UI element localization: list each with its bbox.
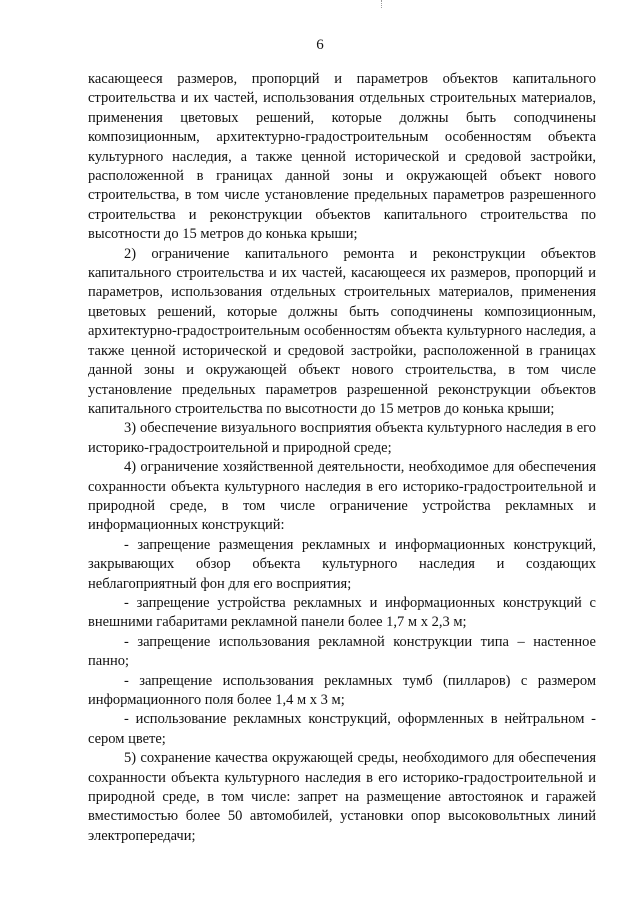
page-number: 6 xyxy=(316,37,324,53)
document-body xyxy=(88,70,596,846)
paragraph-item-5: 5) сохранение качества окружающей среды, необходимого для обеспечения сохранности объекта культурного наследия в его историко-градостроительной и природной среде, в том числе: запрет на размещение автостоянок и гаражей вместимостью более 50 автомобилей, установки опор высоковольтных линий электропередачи; xyxy=(88,750,596,844)
paragraph-subitem-4: - запрещение использования рекламных тумб (пилларов) с размером информационного поля более 1,4 м х 3 м; xyxy=(88,672,596,708)
paragraph-subitem-2: - запрещение устройства рекламных и информационных конструкций с внешними габаритами рекламной панели более 1,7 м х 2,3 м; xyxy=(88,594,596,631)
paragraph-item-3: 3) обеспечение визуального восприятия объекта культурного наследия в его историко-градостроительной и природной среде; xyxy=(88,420,596,456)
paragraph-subitem-5: - использование рекламных конструкций, оформленных в нейтральном - сером цвете; xyxy=(88,711,596,747)
paragraph-item-4: 4) ограничение хозяйственной деятельности, необходимое для обеспечения сохранности объекта культурного наследия в его историко-градостроительной и природной среде, в том числе ограничение устройства рекламных и информационных конструкций: xyxy=(88,459,596,534)
paragraph-subitem-3: - запрещение использования рекламной конструкции типа – настенное панно; xyxy=(88,633,596,670)
scan-artifact xyxy=(381,0,383,8)
paragraph-subitem-1: - запрещение размещения рекламных и информационных конструкций, закрывающих обзор объекта культурного наследия и создающих неблагоприятный фон для его восприятия; xyxy=(88,536,596,592)
paragraph-item-2: 2) ограничение капитального ремонта и реконструкции объектов капитального строительства и их частей, касающееся их размеров, пропорций и параметров, использования отдельных строительных материалов, применения цветовых решений, которые должны быть соподчинены композиционным, архитектурно-градостроительным особенностям объекта культурного наследия, а также ценной исторической и средовой застройки, расположенной в границах данной зоны и окружающей объект нового строительства, в том числе установление предельных параметров разрешенной реконструкции объектов капитального строительства по высотности до 15 метров до конька крыши; xyxy=(88,245,596,417)
paragraph-continuation: касающееся размеров, пропорций и параметров объектов капитального строительства и их частей, использования отдельных строительных материалов, применения цветовых решений, которые должны быть соподчинены композиционным, архитектурно-градостроительным особенностям объекта культурного наследия, а также ценной исторической и средовой застройки, расположенной в границах данной зоны и окружающей объект нового строительства, в том числе установление предельных параметров разрешенного строительства и реконструкции объектов капитального строительства по высотности до 15 метров до конька крыши; xyxy=(88,71,596,243)
